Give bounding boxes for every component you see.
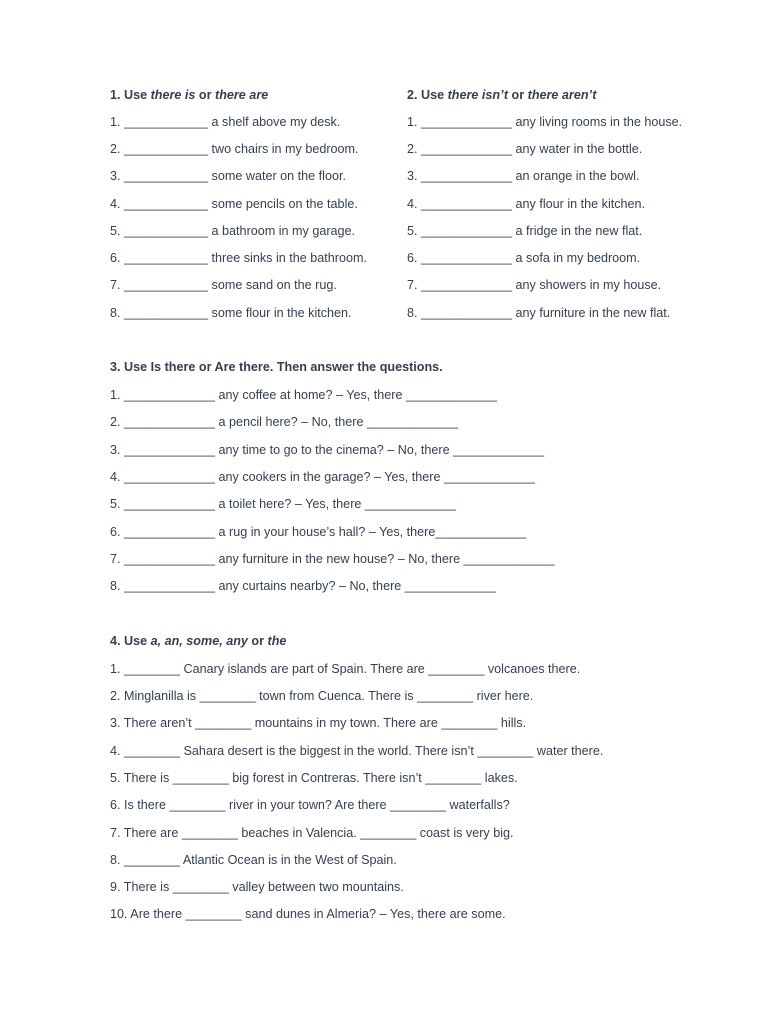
exercise-item: 1. ____________ a shelf above my desk.	[110, 115, 341, 129]
section-1-heading	[110, 87, 268, 103]
exercise-item: 3. There aren’t ________ mountains in my town. There are ________ hills.	[110, 716, 527, 730]
exercise-item: 5. _____________ a toilet here? – Yes, there _____________	[110, 497, 456, 511]
exercise-item: 5. There is ________ big forest in Contreras. There isn’t ________ lakes.	[110, 771, 518, 785]
exercise-item: 1. _____________ any coffee at home? – Yes, there _____________	[110, 388, 498, 402]
exercise-item: 9. There is ________ valley between two mountains.	[110, 880, 404, 894]
heading-prefix: 4. Use	[110, 634, 151, 648]
exercise-item: 7. _____________ any showers in my house.	[407, 278, 662, 292]
exercise-item: 2. Minglanilla is ________ town from Cuenca. There is ________ river here.	[110, 689, 534, 703]
exercise-item: 3. _____________ any time to go to the cinema? – No, there _____________	[110, 443, 545, 457]
exercise-item: 4. _____________ any flour in the kitchen.	[407, 197, 646, 211]
exercise-item: 7. There are ________ beaches in Valencia. ________ coast is very big.	[110, 826, 514, 840]
section-3-heading: 3. Use Is there or Are there. Then answer the questions.	[110, 360, 443, 374]
exercise-item: 6. _____________ a sofa in my bedroom.	[407, 251, 641, 265]
heading-term: there is	[150, 88, 196, 102]
exercise-item: 3. ____________ some water on the floor.	[110, 169, 346, 183]
exercise-item: 10. Are there ________ sand dunes in Almeria? – Yes, there are some.	[110, 907, 506, 921]
heading-middle: or	[508, 88, 528, 102]
exercise-item: 4. _____________ any cookers in the garage? – Yes, there _____________	[110, 470, 536, 484]
exercise-item: 8. ____________ some flour in the kitchen.	[110, 306, 352, 320]
exercise-item: 7. ____________ some sand on the rug.	[110, 278, 337, 292]
heading-middle: or	[195, 88, 216, 102]
heading-term: a, an, some, any	[150, 634, 248, 648]
exercise-item: 4. ________ Sahara desert is the biggest in the world. There isn’t ________ water there.	[110, 744, 604, 758]
heading-term: there are	[215, 88, 269, 102]
exercise-item: 6. _____________ a rug in your house’s hall? – Yes, there_____________	[110, 525, 527, 539]
exercise-item: 6. ____________ three sinks in the bathroom.	[110, 251, 367, 265]
exercise-item: 8. _____________ any furniture in the new flat.	[407, 306, 671, 320]
exercise-item: 5. ____________ a bathroom in my garage.	[110, 224, 356, 238]
heading-prefix: 1. Use	[110, 88, 151, 102]
exercise-item: 2. ____________ two chairs in my bedroom.	[110, 142, 359, 156]
exercise-item: 4. ____________ some pencils on the table.	[110, 197, 358, 211]
heading-term: the	[267, 634, 287, 648]
section-2-heading	[407, 87, 596, 103]
exercise-item: 2. _____________ a pencil here? – No, there _____________	[110, 415, 459, 429]
exercise-item: 3. _____________ an orange in the bowl.	[407, 169, 640, 183]
heading-prefix: 2. Use	[407, 88, 448, 102]
exercise-item: 8. ________ Atlantic Ocean is in the West of Spain.	[110, 853, 397, 867]
heading-term: there isn’t	[447, 88, 509, 102]
heading-middle: or	[247, 634, 268, 648]
exercise-item: 8. _____________ any curtains nearby? – No, there _____________	[110, 579, 496, 593]
section-4-heading	[110, 633, 286, 649]
exercise-item: 1. ________ Canary islands are part of Spain. There are ________ volcanoes there.	[110, 662, 581, 676]
exercise-item: 1. _____________ any living rooms in the house.	[407, 115, 683, 129]
exercise-item: 2. _____________ any water in the bottle.	[407, 142, 643, 156]
exercise-item: 5. _____________ a fridge in the new flat.	[407, 224, 643, 238]
exercise-item: 6. Is there ________ river in your town? Are there ________ waterfalls?	[110, 798, 510, 812]
heading-term: there aren’t	[527, 88, 597, 102]
exercise-item: 7. _____________ any furniture in the new house? – No, there _____________	[110, 552, 555, 566]
